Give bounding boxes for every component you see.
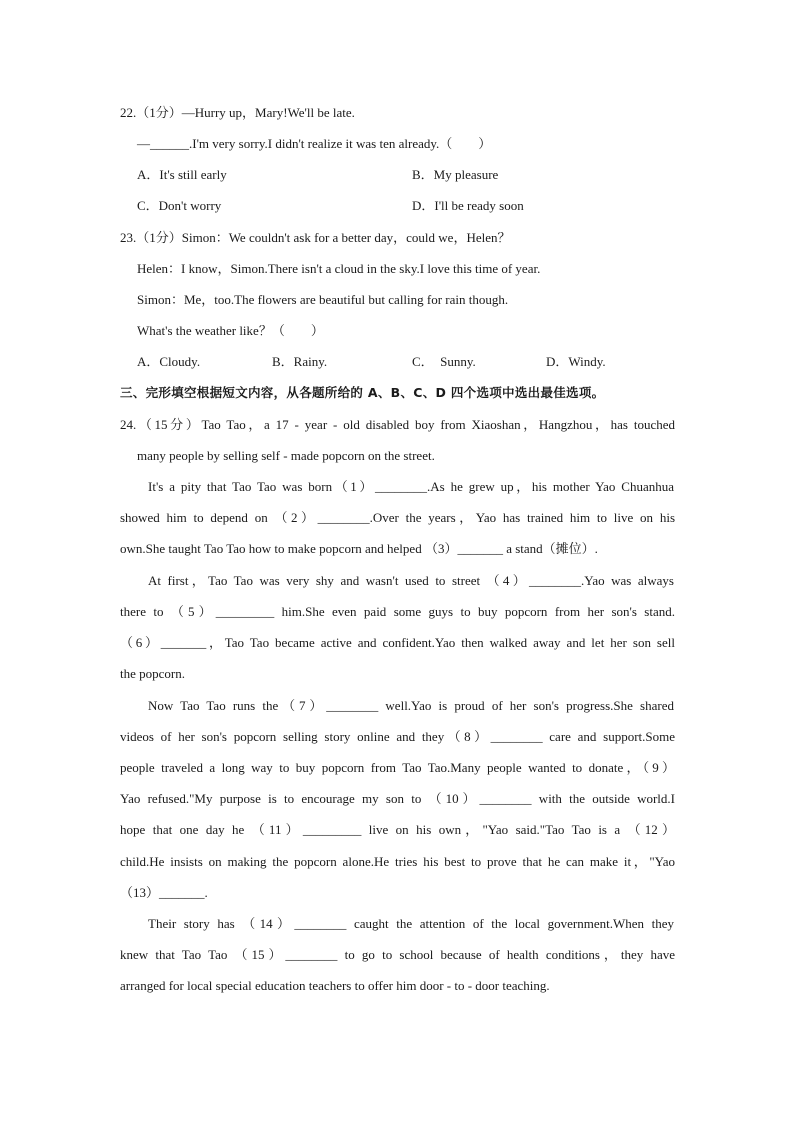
q24-line: the popcorn.: [120, 666, 185, 681]
q24-line: Now Tao Tao runs the（7）________ well.Yao is proud of her son's progress.She shared: [148, 698, 674, 713]
q23-option-b: B．Rainy.: [272, 354, 328, 369]
q24-line: there to （5）_________ him.She even paid some guys to buy popcorn from her son's stand.: [120, 604, 675, 619]
q22-stem: 22.（1分）—Hurry up，Mary!We'll be late.: [120, 105, 355, 120]
q22-reply: —______.I'm very sorry.I didn't realize it was ten already.（ ）: [137, 136, 492, 151]
q24-line: many people by selling self - made popcorn on the street.: [137, 448, 435, 463]
q23-dialog-helen: Helen：I know，Simon.There isn't a cloud in the sky.I love this time of year.: [137, 261, 541, 276]
q24-line: （13）_______.: [120, 885, 208, 900]
q24-line: hope that one day he （11）_________ live on his own，"Yao said."Tao Tao is a （12）: [120, 822, 675, 837]
q22-option-c: C．Don't worry: [137, 198, 222, 213]
q24-line: child.He insists on making the popcorn alone.He tries his best to prove that he can make it，"Yao: [120, 854, 675, 869]
q24-line: （6）_______，Tao Tao became active and confident.Yao then walked away and let her son sell: [120, 635, 675, 650]
q23-stem: 23.（1分）Simon：We couldn't ask for a better day，could we，Helen？: [120, 230, 511, 245]
q23-option-c: C． Sunny.: [412, 354, 476, 369]
q24-line: knew that Tao Tao （15）________ to go to school because of health conditions，they have: [120, 947, 675, 962]
q24-line: Their story has （14）________ caught the attention of the local government.When they: [148, 916, 674, 931]
q24-line: At first，Tao Tao was very shy and wasn't used to street （4）________.Yao was always: [148, 573, 674, 588]
q22-option-b: B．My pleasure: [412, 167, 499, 182]
q24-line: Yao refused."My purpose is to encourage my son to （10）________ with the outside world.I: [120, 791, 675, 806]
section-title: 三、完形填空根据短文内容，从各题所给的 A、B、C、D 四个选项中选出最佳选项。: [120, 385, 605, 400]
q24-line: videos of her son's popcorn selling story online and they（8）________ care and support.Some: [120, 729, 675, 744]
q24-line: It's a pity that Tao Tao was born（1）________.As he grew up，his mother Yao Chuanhua: [148, 479, 674, 494]
q23-dialog-simon: Simon：Me，too.The flowers are beautiful but calling for rain though.: [137, 292, 509, 307]
q22-option-a: A．It's still early: [137, 167, 227, 182]
q23-question: What's the weather like？（ ）: [137, 323, 324, 338]
q22-option-d: D．I'll be ready soon: [412, 198, 524, 213]
q24-line: arranged for local special education teachers to offer him door - to - door teaching.: [120, 978, 550, 993]
q23-option-a: A．Cloudy.: [137, 354, 201, 369]
q24-line: 24.（15分）Tao Tao，a 17 - year - old disabled boy from Xiaoshan，Hangzhou，has touched: [120, 417, 675, 432]
q24-line: own.She taught Tao Tao how to make popcorn and helped （3）_______ a stand（摊位）.: [120, 541, 598, 556]
q23-option-d: D．Windy.: [546, 354, 606, 369]
q24-line: showed him to depend on （2）________.Over the years，Yao has trained him to live on his: [120, 510, 675, 525]
q24-line: people traveled a long way to buy popcorn from Tao Tao.Many people wanted to donate，（9）: [120, 760, 675, 775]
